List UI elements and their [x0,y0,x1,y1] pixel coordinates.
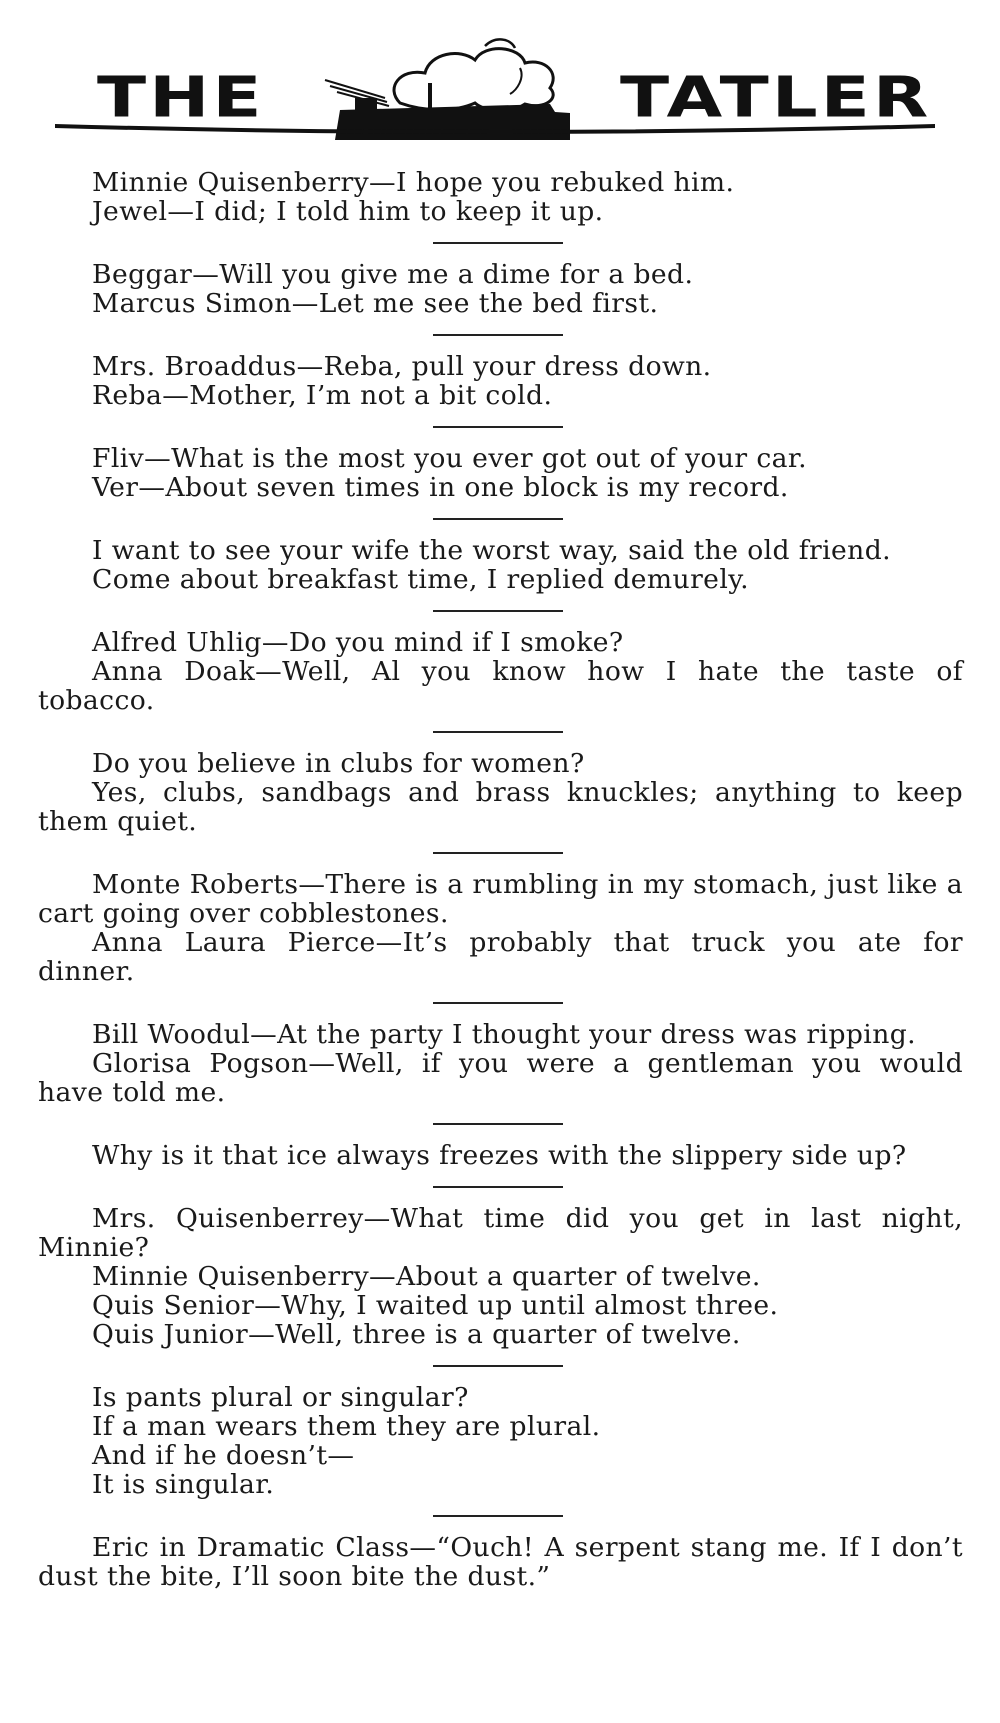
joke-line: I want to see your wife the worst way, said the old friend. [92,535,891,566]
joke-line: If a man wears them they are plural. [92,1411,601,1442]
joke-line: Bill Woodul—At the party I thought your dress was ripping. [92,1019,916,1050]
joke-line: Mrs. Broaddus—Reba, pull your dress down. [92,351,712,382]
joke-group [38,628,963,715]
joke-group [38,1204,963,1349]
joke-line: Eric in Dramatic Class—“Ouch! A serpent stang me. If I don’t dust the bite, I’ll soon bite the dust.” [38,1532,963,1592]
joke-column [38,168,963,1591]
separator-rule [433,1515,563,1517]
joke-line: Jewel—I did; I told him to keep it up. [92,196,604,227]
masthead [55,28,935,143]
joke-line: Minnie Quisenberry—I hope you rebuked him. [92,167,735,198]
joke-group [38,260,963,318]
separator-rule [433,1123,563,1125]
separator-rule [433,518,563,520]
joke-line: Why is it that ice always freezes with the slippery side up? [92,1140,907,1171]
joke-line: Yes, clubs, sandbags and brass knuckles; anything to keep them quiet. [38,777,963,837]
joke-line: Come about breakfast time, I replied demurely. [92,564,749,595]
joke-line: Quis Senior—Why, I waited up until almost three. [92,1290,779,1321]
joke-line: Fliv—What is the most you ever got out of your car. [92,443,807,474]
joke-line: Is pants plural or singular? [92,1382,469,1413]
joke-group [38,536,963,594]
joke-line: Reba—Mother, I’m not a bit cold. [92,380,553,411]
joke-group [38,870,963,986]
joke-group [38,168,963,226]
separator-rule [433,1002,563,1004]
joke-group [38,749,963,836]
joke-group [38,1141,963,1170]
joke-group [38,444,963,502]
separator-rule [433,852,563,854]
joke-line: Marcus Simon—Let me see the bed first. [92,288,659,319]
separator-rule [433,334,563,336]
joke-line: It is singular. [92,1469,275,1500]
joke-line: And if he doesn’t— [92,1440,355,1471]
joke-line: Ver—About seven times in one block is my record. [92,472,789,503]
masthead-title-left: THE [97,64,265,130]
joke-group [38,1533,963,1591]
separator-rule [433,1365,563,1367]
joke-line: Quis Junior—Well, three is a quarter of twelve. [92,1319,741,1350]
joke-line: Minnie Quisenberry—About a quarter of twelve. [92,1261,761,1292]
joke-group [38,1020,963,1107]
joke-line: Mrs. Quisenberrey—What time did you get in last night, Minnie? [38,1203,963,1263]
joke-line: Anna Doak—Well, Al you know how I hate the taste of tobacco. [38,656,963,716]
joke-group [38,1383,963,1499]
joke-line: Do you believe in clubs for women? [92,748,585,779]
joke-line: Alfred Uhlig—Do you mind if I smoke? [92,627,624,658]
separator-rule [433,731,563,733]
separator-rule [433,242,563,244]
separator-rule [433,610,563,612]
separator-rule [433,1186,563,1188]
joke-line: Glorisa Pogson—Well, if you were a gentleman you would have told me. [38,1048,963,1108]
joke-line: Monte Roberts—There is a rumbling in my stomach, just like a cart going over cobblestones. [38,869,963,929]
joke-line: Beggar—Will you give me a dime for a bed. [92,259,694,290]
joke-group [38,352,963,410]
separator-rule [433,426,563,428]
joke-line: Anna Laura Pierce—It’s probably that truck you ate for dinner. [38,927,963,987]
masthead-title-right: TATLER [620,64,932,130]
